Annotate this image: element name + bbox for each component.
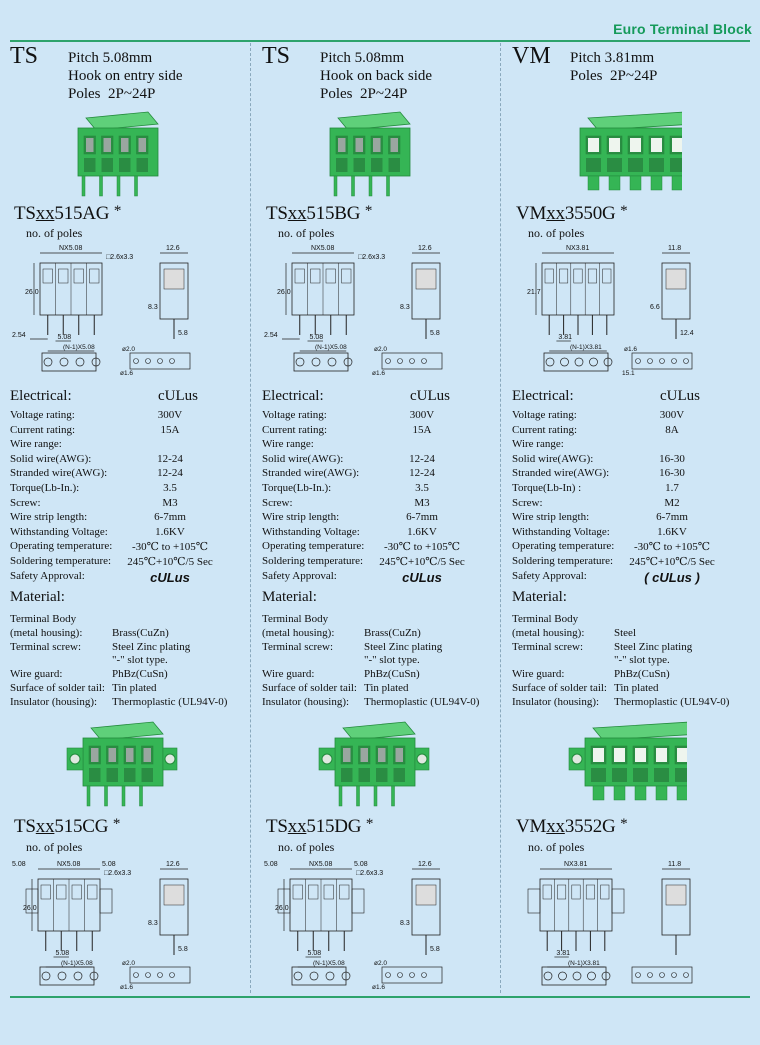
brand-title: Euro Terminal Block (613, 21, 752, 37)
no-of-poles-label: no. of poles (278, 840, 335, 854)
electrical-value: 15A (160, 423, 180, 436)
electrical-row (262, 482, 502, 496)
material-value: Brass(CuZn) (364, 626, 421, 639)
electrical-row (10, 409, 250, 423)
dimension-drawing-b (262, 855, 502, 993)
model-number-a: TSxx515AG * (14, 203, 122, 224)
svg-text:(N-1)X5.08: (N-1)X5.08 (63, 344, 95, 351)
electrical-row (262, 570, 502, 584)
electrical-label: Torque(Lb-In) : (512, 482, 582, 494)
electrical-row (10, 424, 250, 438)
electrical-label: Operating temperature: (10, 540, 113, 553)
material-label: Surface of solder tail: (512, 682, 607, 694)
electrical-standard: cULus (158, 388, 198, 404)
material-value: PhBz(CuSn) (614, 668, 670, 681)
svg-text:5.08: 5.08 (57, 334, 72, 341)
material-value: Thermoplastic (UL94V-0) (364, 695, 480, 708)
svg-text:3.81: 3.81 (556, 950, 571, 957)
svg-text:NX5.08: NX5.08 (311, 245, 335, 252)
svg-text:5.08: 5.08 (264, 861, 278, 868)
material-title: Material: (10, 589, 65, 605)
material-label: Surface of solder tail: (262, 682, 357, 694)
electrical-row (10, 438, 250, 452)
electrical-label: Screw: (262, 496, 293, 509)
product-column-ts-back (262, 43, 510, 993)
electrical-row (262, 511, 502, 525)
svg-text:15.1: 15.1 (622, 370, 635, 377)
electrical-row (512, 453, 752, 467)
electrical-value: -30℃ to +105℃ (383, 541, 461, 554)
electrical-row (512, 467, 752, 481)
no-of-poles-label: no. of poles (26, 840, 83, 854)
electrical-label: Solid wire(AWG): (10, 452, 92, 465)
electrical-row (512, 526, 752, 540)
material-label: Wire guard: (512, 668, 565, 681)
electrical-label: Voltage rating: (10, 409, 75, 421)
dimension-drawing-b (512, 855, 752, 993)
electrical-row (262, 467, 502, 481)
electrical-row (262, 555, 502, 569)
series-spec: Pitch 5.08mm Hook on entry side Poles 2P~24P (68, 50, 183, 102)
electrical-value: -30℃ to +105℃ (633, 541, 711, 554)
electrical-value: 3.5 (163, 482, 177, 494)
svg-text:(N-1)X5.08: (N-1)X5.08 (313, 960, 345, 967)
electrical-row (262, 497, 502, 511)
electrical-label: Wire strip length: (10, 511, 88, 524)
electrical-row (10, 497, 250, 511)
electrical-row (512, 409, 752, 423)
electrical-label: Screw: (10, 496, 41, 509)
electrical-row (262, 540, 502, 554)
material-label: Surface of solder tail: (10, 682, 105, 694)
electrical-value: 300V (659, 409, 685, 421)
material-value: Tin plated (614, 682, 659, 694)
electrical-label: Safety Approval: (262, 569, 337, 582)
electrical-label: Safety Approval: (10, 569, 85, 582)
electrical-value: 12-24 (157, 452, 183, 465)
electrical-label: Operating temperature: (512, 540, 615, 553)
svg-text:5.8: 5.8 (430, 946, 440, 953)
svg-text:NX3.81: NX3.81 (566, 245, 590, 252)
material-value: "-" slot type. (614, 654, 670, 667)
svg-text:12.6: 12.6 (418, 245, 432, 252)
electrical-value: 1.6KV (657, 525, 687, 538)
model-number-a: TSxx515BG * (266, 203, 373, 224)
model-number-b: TSxx515CG * (14, 816, 121, 837)
svg-text:5.08: 5.08 (354, 861, 368, 868)
electrical-value: 6-7mm (406, 511, 438, 524)
product-column-ts-entry (10, 43, 258, 993)
svg-text:NX3.81: NX3.81 (564, 861, 588, 868)
electrical-row (512, 482, 752, 496)
electrical-title: Electrical: (262, 388, 324, 404)
material-value: Thermoplastic (UL94V-0) (614, 695, 730, 708)
electrical-row (10, 555, 250, 569)
no-of-poles-label: no. of poles (278, 226, 335, 240)
material-label: Terminal screw: (512, 640, 584, 653)
material-value: "-" slot type. (112, 654, 168, 667)
electrical-value: 16-30 (659, 467, 685, 480)
electrical-value: 1.6KV (155, 525, 185, 538)
svg-text:6.6: 6.6 (650, 304, 660, 311)
electrical-label: Torque(Lb-In.): (262, 482, 332, 494)
svg-text:(N-1)X3.81: (N-1)X3.81 (568, 960, 600, 967)
svg-text:2.54: 2.54 (264, 332, 278, 339)
material-value: Steel Zinc plating (112, 640, 191, 653)
svg-text:26.0: 26.0 (23, 905, 37, 912)
svg-text:ø1.6: ø1.6 (120, 370, 134, 377)
electrical-value: 8A (665, 423, 679, 436)
electrical-row (10, 482, 250, 496)
electrical-label: Withstanding Voltage: (512, 525, 610, 538)
electrical-label: Soldering temperature: (512, 555, 614, 567)
electrical-label: Withstanding Voltage: (262, 525, 360, 538)
product-photo-a (322, 108, 432, 203)
bottom-rule (10, 996, 750, 998)
electrical-label: Wire range: (262, 438, 314, 451)
product-photo-a (572, 108, 682, 203)
svg-text:□2.6x3.3: □2.6x3.3 (358, 254, 386, 261)
electrical-label: Wire range: (10, 438, 62, 451)
electrical-label: Wire strip length: (262, 511, 340, 524)
electrical-label: Operating temperature: (262, 540, 365, 553)
svg-text:12.4: 12.4 (680, 330, 694, 337)
electrical-value: 245℃+10℃/5 Sec (379, 556, 465, 568)
electrical-row (10, 526, 250, 540)
electrical-label: Safety Approval: (512, 569, 587, 582)
electrical-value: cULus (402, 569, 442, 585)
electrical-row (10, 467, 250, 481)
product-photo-b (567, 718, 687, 813)
electrical-value: 12-24 (157, 467, 183, 480)
electrical-row (262, 453, 502, 467)
electrical-row (10, 570, 250, 584)
svg-text:ø1.6: ø1.6 (372, 370, 386, 377)
electrical-label: Soldering temperature: (262, 555, 364, 567)
dimension-drawing-a (262, 239, 502, 387)
electrical-standard: cULus (660, 388, 700, 404)
material-label: Terminal Body (10, 613, 77, 625)
material-label: (metal housing): (10, 626, 83, 639)
svg-text:5.08: 5.08 (102, 861, 116, 868)
electrical-row (262, 526, 502, 540)
svg-text:12.6: 12.6 (418, 861, 432, 868)
material-value: PhBz(CuSn) (364, 668, 420, 681)
svg-text:5.08: 5.08 (307, 950, 322, 957)
no-of-poles-label: no. of poles (528, 840, 585, 854)
material-label: Insulator (housing): (262, 695, 350, 708)
svg-text:ø1.6: ø1.6 (120, 984, 134, 991)
material-label: Terminal screw: (262, 640, 334, 653)
svg-text:5.8: 5.8 (178, 330, 188, 337)
svg-text:(N-1)X3.81: (N-1)X3.81 (570, 344, 602, 351)
svg-text:21.7: 21.7 (527, 289, 541, 296)
electrical-row (262, 409, 502, 423)
material-label: Insulator (housing): (10, 695, 98, 708)
electrical-label: Current rating: (10, 423, 76, 436)
electrical-label: Voltage rating: (262, 409, 327, 421)
material-value: Brass(CuZn) (112, 626, 169, 639)
model-number-b: TSxx515DG * (266, 816, 374, 837)
material-title: Material: (512, 589, 567, 605)
product-photo-b (65, 718, 185, 813)
electrical-row (512, 497, 752, 511)
electrical-value: 245℃+10℃/5 Sec (629, 556, 715, 568)
electrical-value: 300V (409, 409, 435, 421)
electrical-label: Wire range: (512, 438, 564, 451)
svg-text:□2.6x3.3: □2.6x3.3 (356, 870, 384, 877)
product-photo-b (317, 718, 437, 813)
material-value: Tin plated (112, 682, 157, 694)
electrical-label: Stranded wire(AWG): (10, 467, 108, 480)
svg-text:ø1.6: ø1.6 (372, 984, 386, 991)
electrical-row (10, 511, 250, 525)
electrical-label: Voltage rating: (512, 409, 577, 421)
electrical-value: 245℃+10℃/5 Sec (127, 556, 213, 568)
svg-text:5.08: 5.08 (309, 334, 324, 341)
svg-text:5.08: 5.08 (12, 861, 26, 868)
svg-text:(N-1)X5.08: (N-1)X5.08 (315, 344, 347, 351)
svg-text:3.81: 3.81 (558, 334, 573, 341)
material-label: Terminal Body (262, 613, 329, 625)
svg-text:NX5.08: NX5.08 (309, 861, 333, 868)
product-column-vm (512, 43, 760, 993)
electrical-label: Wire strip length: (512, 511, 590, 524)
material-title: Material: (262, 589, 317, 605)
electrical-label: Solid wire(AWG): (512, 452, 594, 465)
svg-text:8.3: 8.3 (400, 920, 410, 927)
no-of-poles-label: no. of poles (528, 226, 585, 240)
dimension-drawing-a (512, 239, 752, 387)
svg-text:11.8: 11.8 (668, 245, 682, 252)
electrical-row (512, 540, 752, 554)
material-label: Terminal screw: (10, 640, 82, 653)
svg-text:ø2.0: ø2.0 (122, 346, 136, 353)
top-rule (10, 40, 750, 42)
model-number-a: VMxx3550G * (516, 203, 628, 224)
electrical-value: M2 (664, 496, 680, 509)
material-value: Tin plated (364, 682, 409, 694)
material-label: Wire guard: (10, 668, 63, 681)
electrical-label: Stranded wire(AWG): (262, 467, 360, 480)
electrical-label: Soldering temperature: (10, 555, 112, 567)
electrical-row (512, 511, 752, 525)
electrical-label: Current rating: (512, 423, 578, 436)
dimension-drawing-b (10, 855, 250, 993)
electrical-row (512, 424, 752, 438)
svg-text:11.8: 11.8 (668, 861, 682, 868)
electrical-value: ( cULus ) (644, 569, 700, 585)
svg-text:NX5.08: NX5.08 (57, 861, 81, 868)
svg-text:5.8: 5.8 (430, 330, 440, 337)
svg-text:ø2.0: ø2.0 (122, 960, 136, 967)
electrical-value: 3.5 (415, 482, 429, 494)
svg-text:8.3: 8.3 (148, 920, 158, 927)
svg-text:12.6: 12.6 (166, 245, 180, 252)
material-value: Steel (614, 626, 636, 639)
electrical-label: Solid wire(AWG): (262, 452, 344, 465)
svg-text:ø2.0: ø2.0 (374, 960, 388, 967)
electrical-row (262, 438, 502, 452)
electrical-value: -30℃ to +105℃ (131, 541, 209, 554)
electrical-row (262, 424, 502, 438)
svg-text:□2.6x3.3: □2.6x3.3 (106, 254, 134, 261)
svg-text:2.54: 2.54 (12, 332, 26, 339)
electrical-value: 6-7mm (656, 511, 688, 524)
electrical-row (512, 570, 752, 584)
svg-text:5.08: 5.08 (55, 950, 70, 957)
electrical-value: 1.7 (665, 482, 679, 494)
electrical-value: 12-24 (409, 467, 435, 480)
svg-text:26.0: 26.0 (277, 289, 291, 296)
series-code: VM (512, 43, 551, 69)
electrical-value: cULus (150, 569, 190, 585)
series-code: TS (262, 43, 291, 69)
electrical-row (10, 540, 250, 554)
svg-text:5.8: 5.8 (178, 946, 188, 953)
material-value: "-" slot type. (364, 654, 420, 667)
series-spec: Pitch 5.08mm Hook on back side Poles 2P~24P (320, 50, 433, 102)
electrical-title: Electrical: (512, 388, 574, 404)
svg-text:□2.6x3.3: □2.6x3.3 (104, 870, 132, 877)
electrical-row (512, 555, 752, 569)
electrical-value: 6-7mm (154, 511, 186, 524)
electrical-row (512, 438, 752, 452)
no-of-poles-label: no. of poles (26, 226, 83, 240)
svg-text:ø2.0: ø2.0 (374, 346, 388, 353)
electrical-label: Current rating: (262, 423, 328, 436)
electrical-label: Torque(Lb-In.): (10, 482, 80, 494)
electrical-standard: cULus (410, 388, 450, 404)
svg-text:26.0: 26.0 (275, 905, 289, 912)
svg-text:8.3: 8.3 (400, 304, 410, 311)
electrical-label: Withstanding Voltage: (10, 525, 108, 538)
svg-text:ø1.6: ø1.6 (624, 346, 638, 353)
series-code: TS (10, 43, 39, 69)
model-number-b: VMxx3552G * (516, 816, 628, 837)
svg-text:12.6: 12.6 (166, 861, 180, 868)
material-value: Steel Zinc plating (364, 640, 443, 653)
series-spec: Pitch 3.81mm Poles 2P~24P (570, 50, 658, 84)
material-value: Thermoplastic (UL94V-0) (112, 695, 228, 708)
svg-text:(N-1)X5.08: (N-1)X5.08 (61, 960, 93, 967)
material-label: Terminal Body (512, 613, 579, 625)
electrical-value: 16-30 (659, 452, 685, 465)
electrical-title: Electrical: (10, 388, 72, 404)
electrical-row (10, 453, 250, 467)
material-label: Wire guard: (262, 668, 315, 681)
electrical-value: 12-24 (409, 452, 435, 465)
material-value: Steel Zinc plating (614, 640, 693, 653)
material-value: PhBz(CuSn) (112, 668, 168, 681)
material-label: (metal housing): (512, 626, 585, 639)
electrical-label: Screw: (512, 496, 543, 509)
svg-text:8.3: 8.3 (148, 304, 158, 311)
electrical-value: M3 (162, 496, 178, 509)
electrical-label: Stranded wire(AWG): (512, 467, 610, 480)
electrical-value: 15A (412, 423, 432, 436)
material-label: (metal housing): (262, 626, 335, 639)
svg-text:NX5.08: NX5.08 (59, 245, 83, 252)
electrical-value: 300V (157, 409, 183, 421)
dimension-drawing-a (10, 239, 250, 387)
product-photo-a (70, 108, 180, 203)
svg-text:26.0: 26.0 (25, 289, 39, 296)
electrical-value: M3 (414, 496, 430, 509)
material-label: Insulator (housing): (512, 695, 600, 708)
electrical-value: 1.6KV (407, 525, 437, 538)
